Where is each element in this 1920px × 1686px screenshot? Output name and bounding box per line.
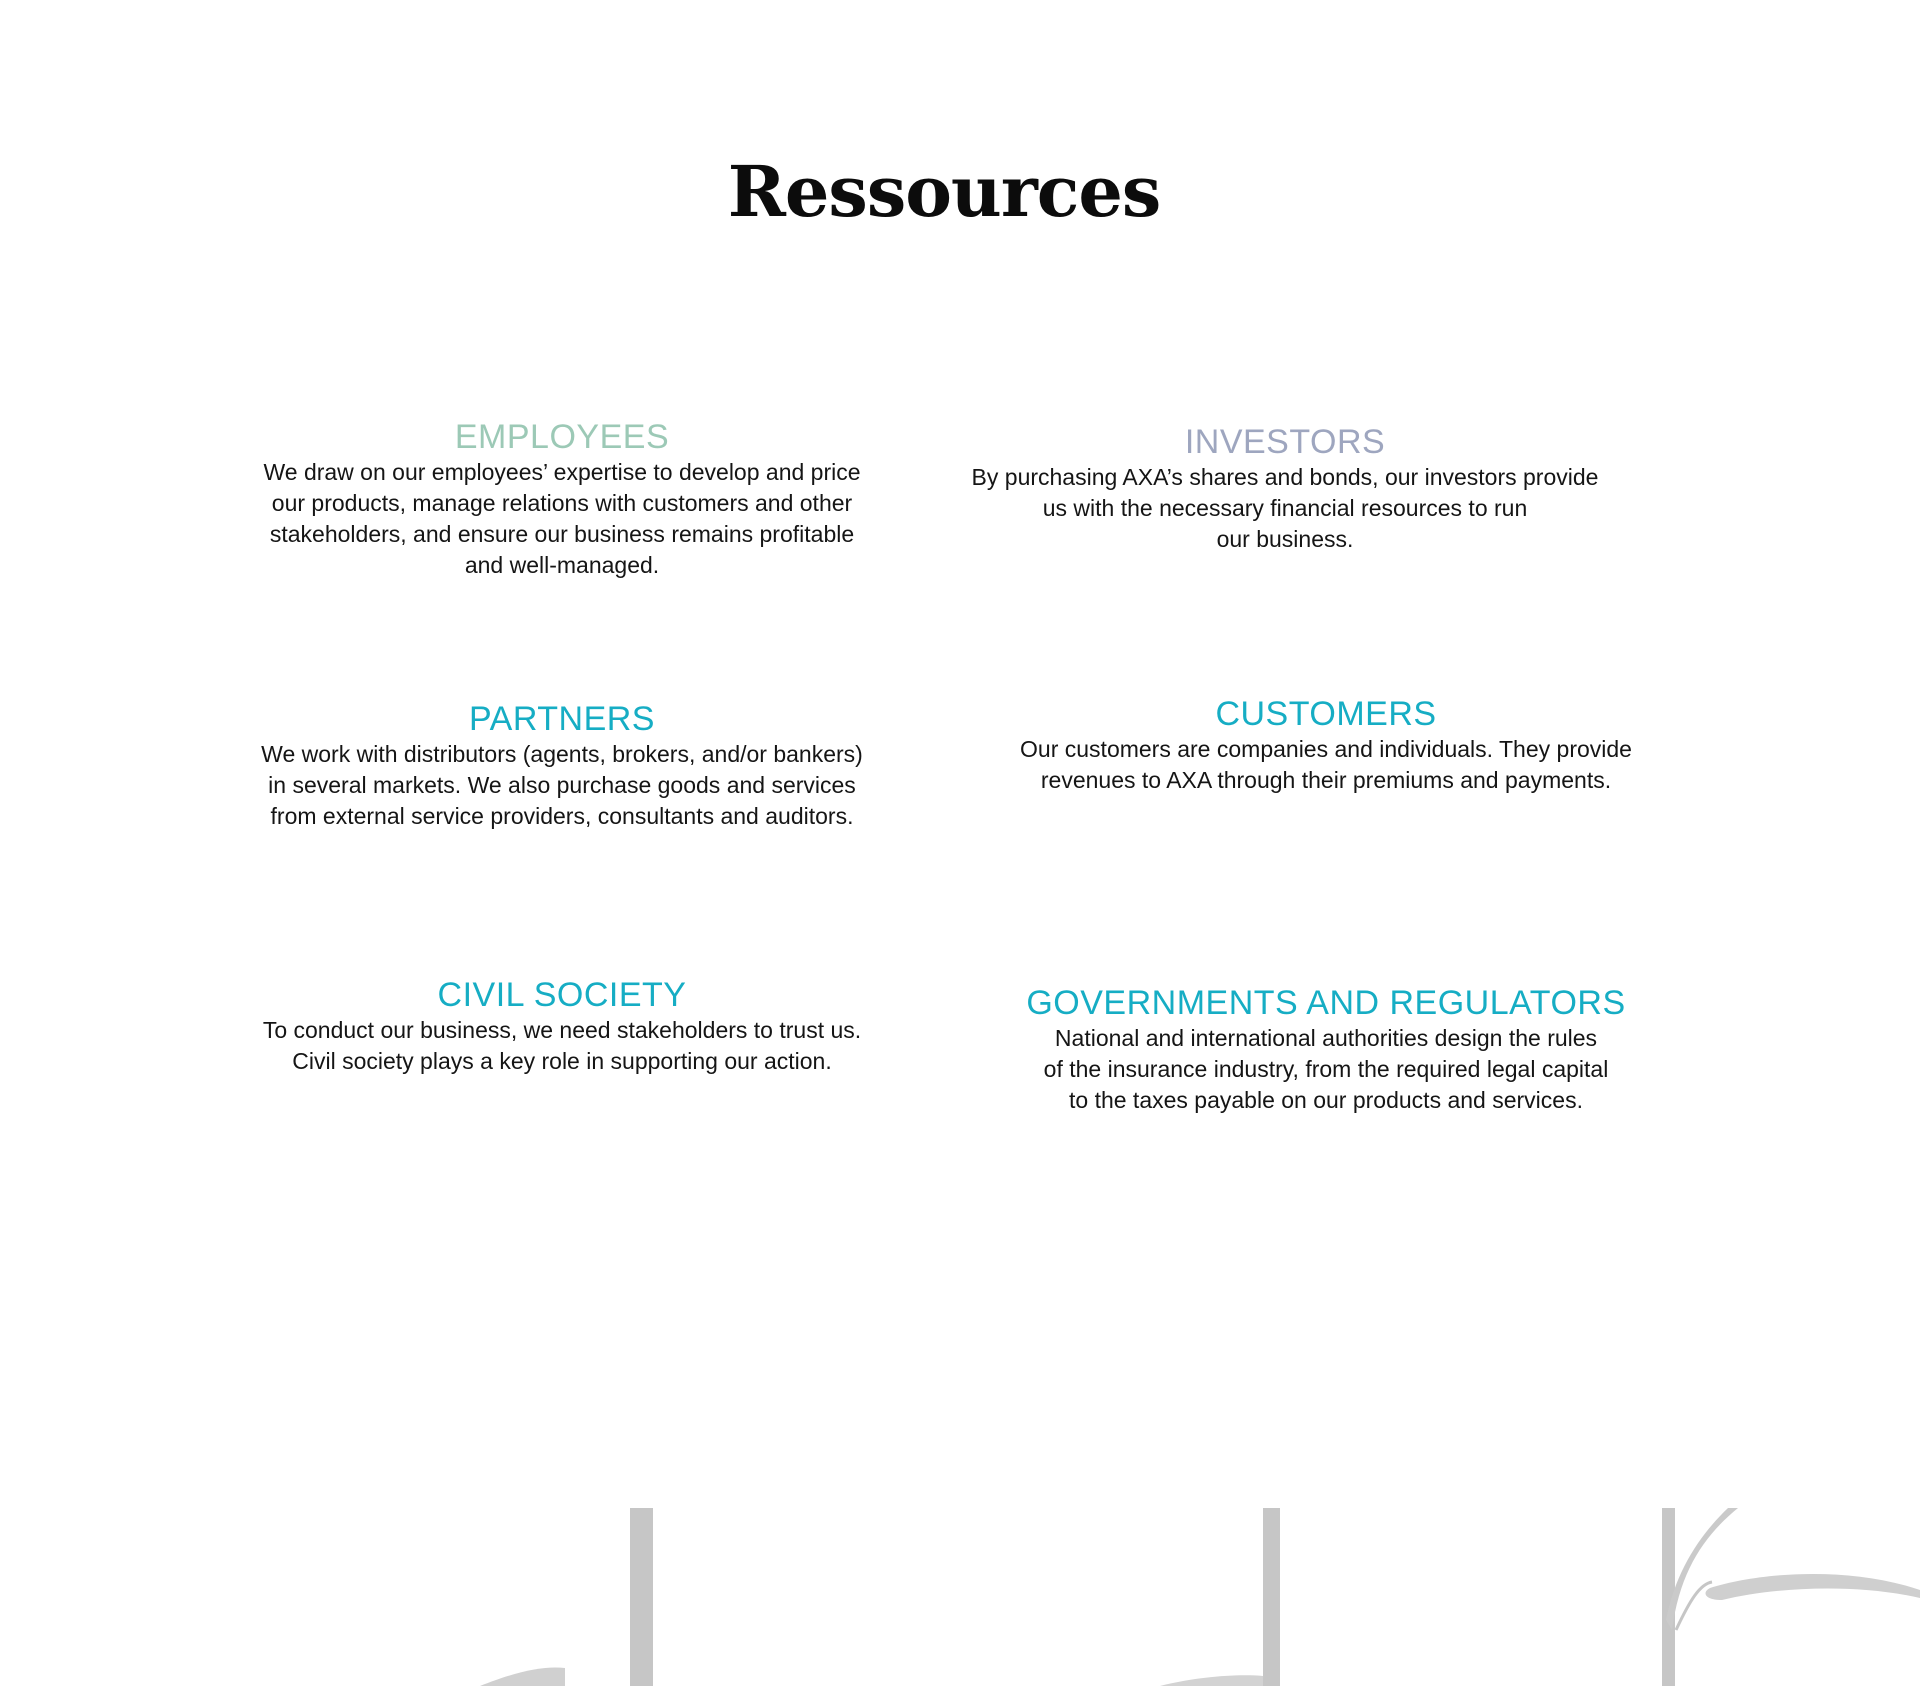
civil-society-block xyxy=(250,975,874,1077)
decor-post-left xyxy=(630,1508,653,1686)
civil-society-text: To conduct our business, we need stakeholders to trust us. Civil society plays a key role in supporting our action. xyxy=(262,1017,862,1074)
decor-leaf-right xyxy=(1706,1574,1920,1600)
customers-block xyxy=(1005,694,1647,796)
investors-text: By purchasing AXA’s shares and bonds, our investors provide us with the necessary financial resources to run our business. xyxy=(971,464,1599,552)
decor-curve-left xyxy=(480,1668,565,1686)
page-title: Ressources xyxy=(727,150,1161,233)
investors-block xyxy=(960,422,1610,555)
employees-text: We draw on our employees’ expertise to develop and price our products, manage relations with customers and other stakeholders, and ensure our business remains profitable and well-managed. xyxy=(263,459,861,578)
decor-curve-middle xyxy=(1160,1675,1263,1686)
partners-heading: PARTNERS xyxy=(468,700,655,738)
decor-stem-right xyxy=(1676,1582,1712,1630)
employees-block xyxy=(250,417,874,581)
governments-block xyxy=(1020,983,1632,1116)
partners-block xyxy=(245,699,879,832)
governments-heading: GOVERNMENTS AND REGULATORS xyxy=(1026,984,1626,1022)
investors-heading: INVESTORS xyxy=(1184,423,1386,461)
customers-heading: CUSTOMERS xyxy=(1215,695,1437,733)
governments-text: National and international authorities design the rules of the insurance industry, from the required legal capital to the taxes payable on our products and services. xyxy=(1043,1025,1609,1113)
decor-post-middle xyxy=(1263,1508,1280,1686)
employees-heading: EMPLOYEES xyxy=(454,418,670,456)
partners-text: We work with distributors (agents, brokers, and/or bankers) in several markets. We also purchase goods and services from external service providers, consultants and auditors. xyxy=(261,741,863,829)
customers-text: Our customers are companies and individuals. They provide revenues to AXA through their premiums and payments. xyxy=(1020,736,1632,793)
civil-society-heading: CIVIL SOCIETY xyxy=(437,976,687,1014)
decorative-illustration xyxy=(0,1480,1920,1686)
decor-branch-right xyxy=(1666,1508,1738,1630)
